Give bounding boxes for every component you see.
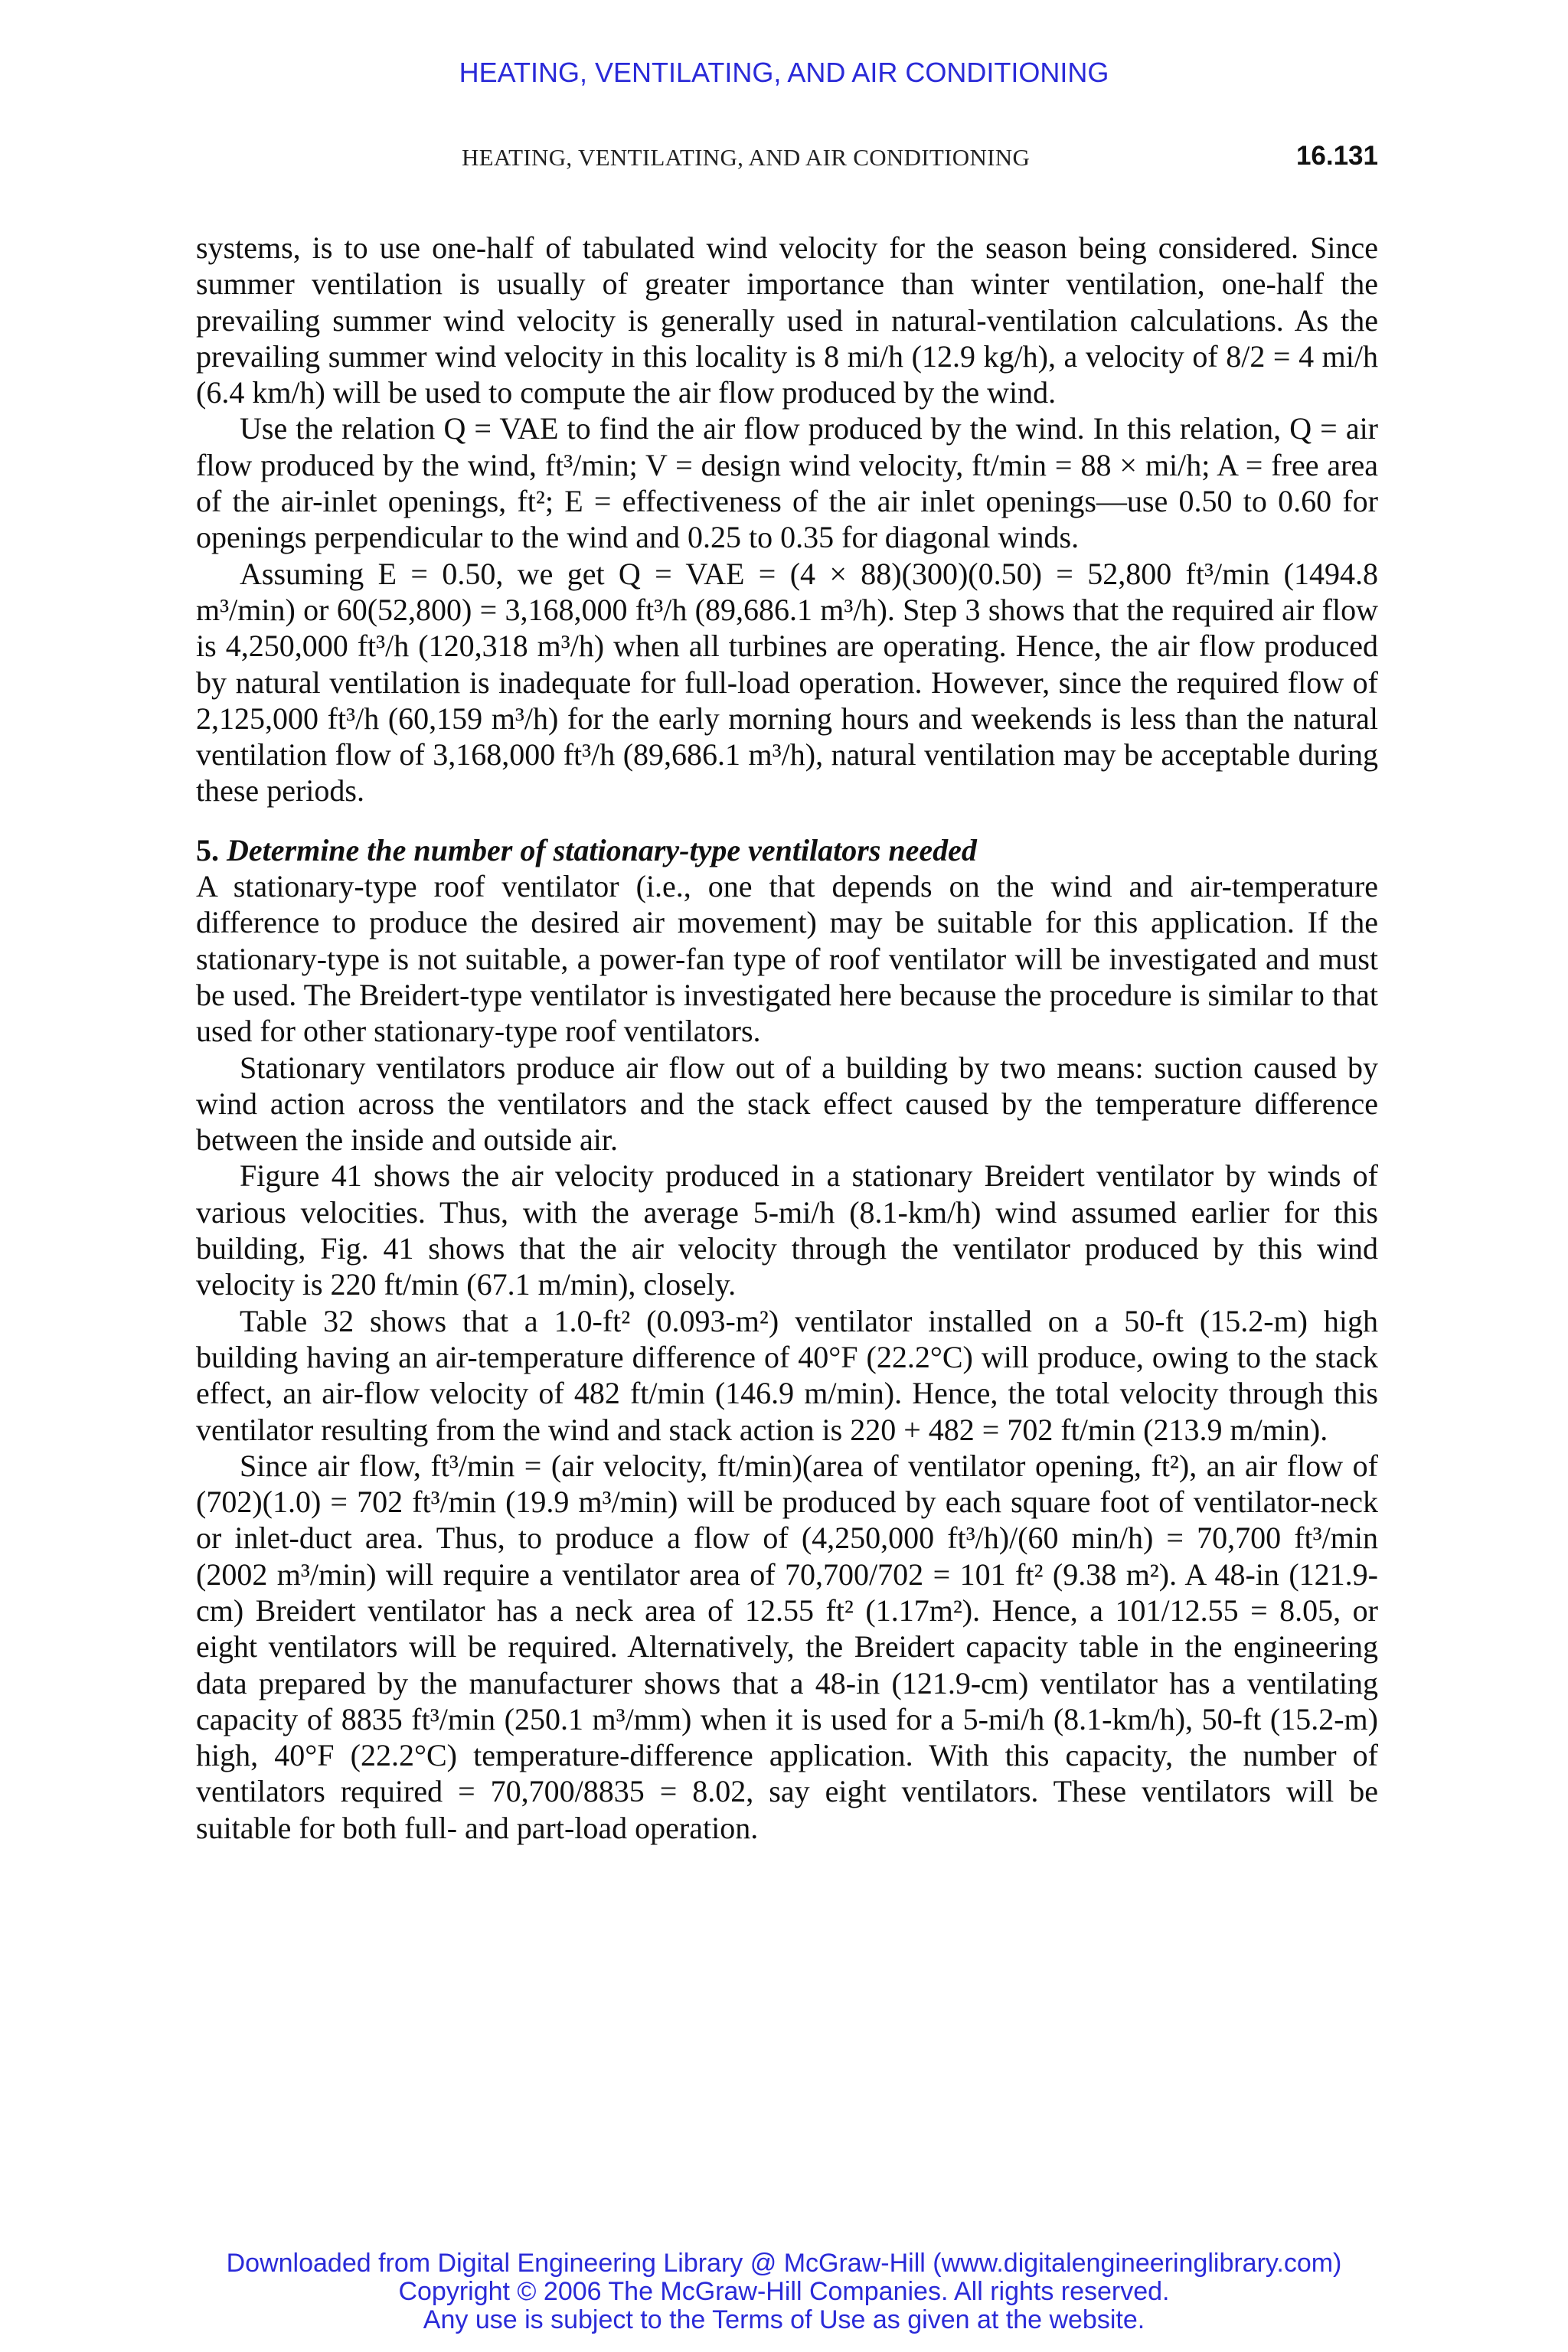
step-5-number: 5. (196, 832, 219, 867)
footer (0, 2249, 1568, 2334)
paragraph-3: Assuming E = 0.50, we get Q = VAE = (4 × 88)(300)(0.50) = 52,800 ft³/min (1494.8 m³/min) or 60(52,800) = 3,168,000 ft³/h (89,686.1 m³/h). Step 3 shows that the required air flow is 4,250,000 ft³/h (120,318 m³/h) when all turbines are operating. Hence, the air flow produced by natural ventilation is inadequate for full-load operation. However, since the required flow of 2,125,000 ft³/h (60,159 m³/h) for the early morning hours and weekends is less than the natural ventilation flow of 3,168,000 ft³/h (89,686.1 m³/h), natural ventilation may be acceptable during these periods. (196, 556, 1378, 808)
source-banner: HEATING, VENTILATING, AND AIR CONDITIONING (459, 57, 1109, 88)
paragraph-7: Table 32 shows that a 1.0-ft² (0.093-m²) ventilator installed on a 50-ft (15.2-m) high building having an air-temperature difference of 40°F (22.2°C) will produce, owing to the stack effect, an air-flow velocity of 482 ft/min (146.9 m/min). Hence, the total velocity through this ventilator resulting from the wind and stack action is 220 + 482 = 702 ft/min (213.9 m/min). (196, 1303, 1378, 1447)
step-5-title: Determine the number of stationary-type ventilators needed (227, 832, 977, 867)
running-head-title: HEATING, VENTILATING, AND AIR CONDITIONING (462, 144, 1031, 171)
paragraph-1: systems, is to use one-half of tabulated wind velocity for the season being considered. Since summer ventilation is usually of greater importance than winter ventilation, one-half the prevailing summer wind velocity is generally used in natural-ventilation calculations. As the prevailing summer wind velocity in this locality is 8 mi/h (12.9 kg/h), a velocity of 8/2 = 4 mi/h (6.4 km/h) will be used to compute the air flow produced by the wind. (196, 230, 1378, 410)
paragraph-4: A stationary-type roof ventilator (i.e., one that depends on the wind and air-temperature difference to produce the desired air movement) may be suitable for this application. If the stationary-type is not suitable, a power-fan type of roof ventilator will be investigated and must be used. The Breidert-type ventilator is investigated here because the procedure is similar to that used for other stationary-type roof ventilators. (196, 869, 1378, 1049)
footer-download-line[interactable]: Downloaded from Digital Engineering Library @ McGraw-Hill (www.digitalengineeringlibrary.com) (226, 2249, 1342, 2278)
footer-copyright-line: Copyright © 2006 The McGraw-Hill Companies. All rights reserved. (398, 2277, 1170, 2306)
footer-terms-line[interactable]: Any use is subject to the Terms of Use as given at the website. (423, 2305, 1145, 2334)
paragraph-5: Stationary ventilators produce air flow out of a building by two means: suction caused by wind action across the ventilators and the stack effect caused by the temperature difference between the inside and outside air. (196, 1050, 1378, 1158)
page-number: 16.131 (1295, 141, 1378, 171)
paragraph-6: Figure 41 shows the air velocity produced in a stationary Breidert ventilator by winds of various velocities. Thus, with the average 5-mi/h (8.1-km/h) wind assumed earlier for this building, Fig. 41 shows that the air velocity through the ventilator produced by this wind velocity is 220 ft/min (67.1 m/min), closely. (196, 1158, 1378, 1302)
body-text (196, 230, 1378, 1846)
paragraph-2: Use the relation Q = VAE to find the air flow produced by the wind. In this relation, Q = air flow produced by the wind, ft³/min; V = design wind velocity, ft/min = 88 × mi/h; A = free area of the air-inlet openings, ft²; E = effectiveness of the air inlet openings—use 0.50 to 0.60 for openings perpendicular to the wind and 0.25 to 0.35 for diagonal winds. (196, 411, 1378, 555)
step-5-heading (196, 832, 1378, 868)
paragraph-8: Since air flow, ft³/min = (air velocity, ft/min)(area of ventilator opening, ft²), an air flow of (702)(1.0) = 702 ft³/min (19.9 m³/min) will be produced by each square foot of ventilator-neck or inlet-duct area. Thus, to produce a flow of (4,250,000 ft³/h)/(60 min/h) = 70,700 ft³/min (2002 m³/min) will require a ventilator area of 70,700/702 = 101 ft² (9.38 m²). A 48-in (121.9-cm) Breidert ventilator has a neck area of 12.55 ft² (1.17m²). Hence, a 101/12.55 = 8.05, or eight ventilators will be required. Alternatively, the Breidert capacity table in the engineering data prepared by the manufacturer shows that a 48-in (121.9-cm) ventilator has a ventilating capacity of 8835 ft³/min (250.1 m³/mm) when it is used for a 5-mi/h (8.1-km/h), 50-ft (15.2-m) high, 40°F (22.2°C) temperature-difference application. With this capacity, the number of ventilators required = 70,700/8835 = 8.02, say eight ventilators. These ventilators will be suitable for both full- and part-load operation. (196, 1448, 1378, 1845)
